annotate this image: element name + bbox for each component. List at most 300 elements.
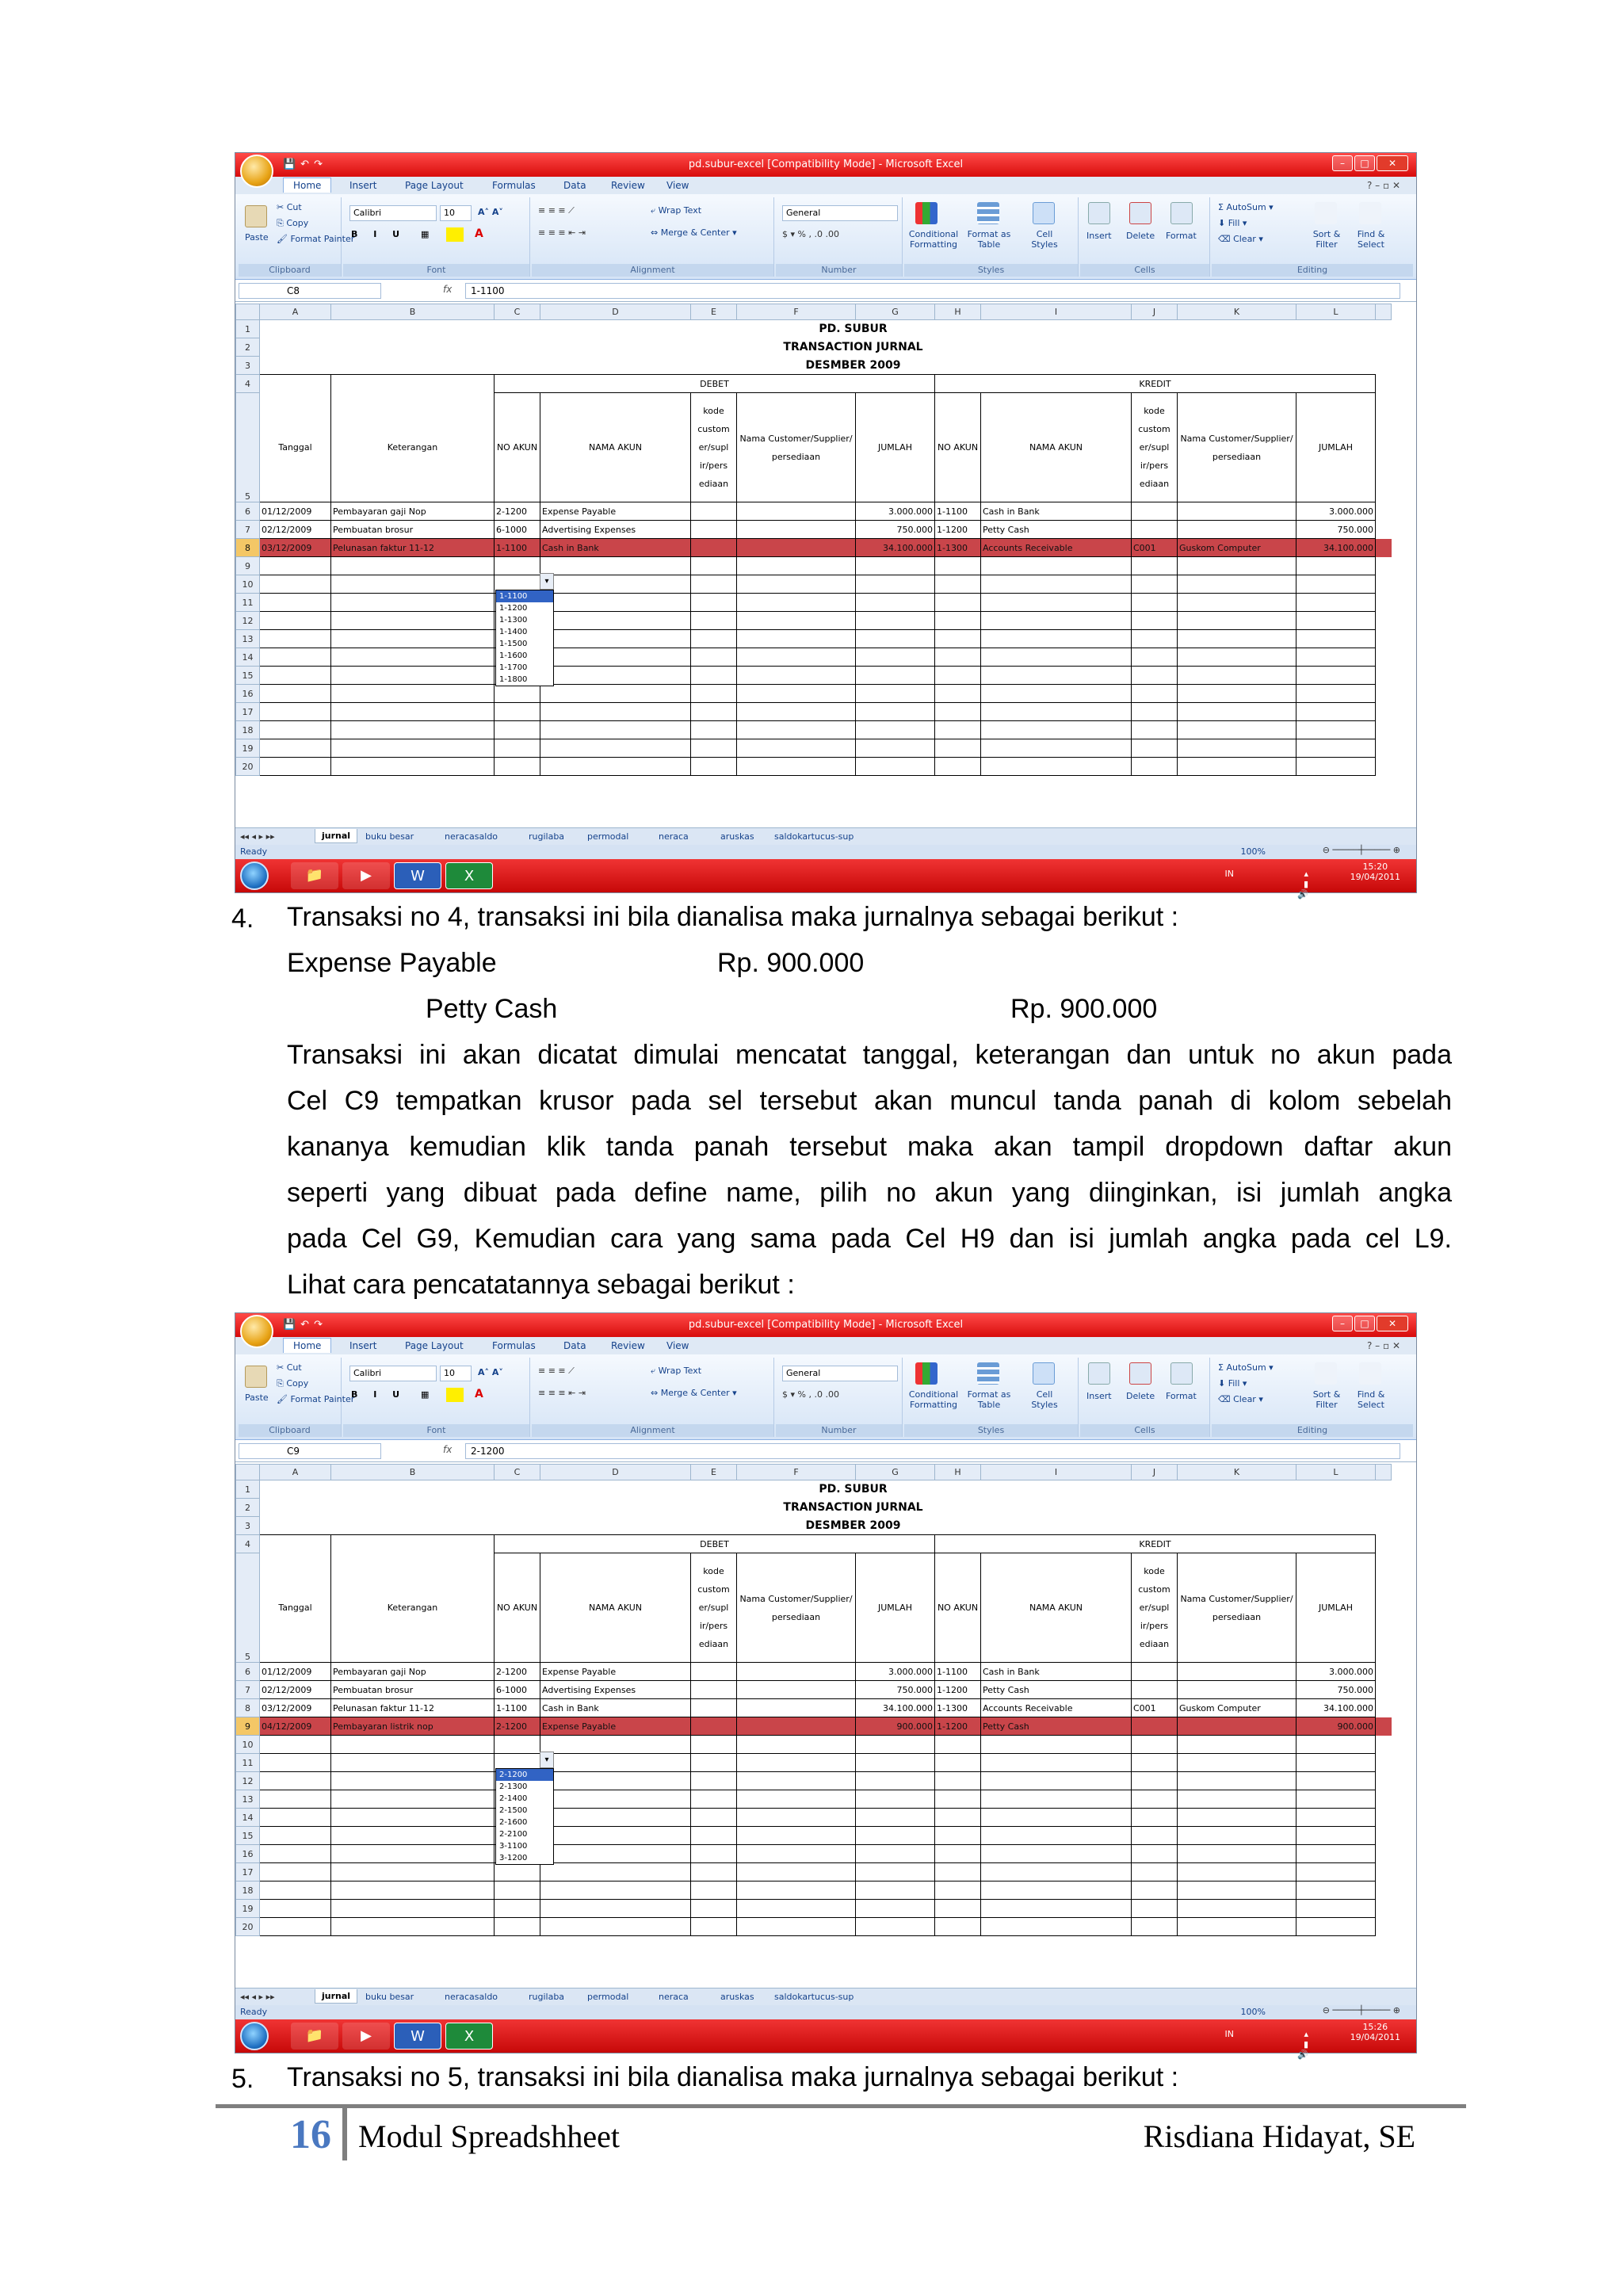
format-button[interactable]: Format bbox=[1166, 1391, 1197, 1401]
select-all[interactable] bbox=[236, 304, 260, 320]
fill-color-icon[interactable] bbox=[446, 227, 464, 242]
row-header[interactable]: 2 bbox=[236, 338, 260, 357]
row-header[interactable]: 13 bbox=[236, 1790, 260, 1809]
empty-cell[interactable] bbox=[260, 1863, 331, 1881]
format-button[interactable]: Format bbox=[1166, 231, 1197, 241]
row-header[interactable]: 9 bbox=[236, 1717, 260, 1736]
column-header[interactable]: E bbox=[691, 1465, 737, 1480]
column-header[interactable]: F bbox=[737, 304, 856, 320]
sheet-nav-icon[interactable]: ◂◂ ◂ ▸ ▸▸ bbox=[240, 1992, 275, 2002]
excel-icon[interactable]: X bbox=[445, 862, 493, 889]
fill-button[interactable]: ⬇ Fill ▾ bbox=[1218, 218, 1247, 228]
empty-cell[interactable] bbox=[1132, 1881, 1178, 1900]
dropdown-option[interactable]: 1-1200 bbox=[499, 604, 528, 613]
empty-cell[interactable] bbox=[1132, 557, 1178, 575]
language-indicator[interactable]: IN bbox=[1224, 869, 1234, 879]
empty-cell[interactable] bbox=[540, 1863, 691, 1881]
empty-cell[interactable] bbox=[540, 1827, 691, 1845]
empty-cell[interactable] bbox=[540, 1736, 691, 1754]
select-all[interactable] bbox=[236, 1465, 260, 1480]
language-indicator[interactable]: IN bbox=[1224, 2029, 1234, 2039]
empty-cell[interactable] bbox=[1178, 721, 1296, 739]
row-header[interactable]: 15 bbox=[236, 667, 260, 685]
empty-cell[interactable] bbox=[935, 575, 981, 594]
empty-cell[interactable] bbox=[1178, 612, 1296, 630]
empty-cell[interactable] bbox=[691, 557, 737, 575]
tab-formulas[interactable]: Formulas bbox=[492, 180, 536, 191]
bold-italic-underline[interactable]: B I U bbox=[351, 229, 407, 239]
empty-cell[interactable] bbox=[540, 721, 691, 739]
empty-cell[interactable] bbox=[495, 685, 540, 703]
empty-cell[interactable] bbox=[856, 1881, 935, 1900]
empty-cell[interactable] bbox=[935, 594, 981, 612]
help-icon[interactable]: ? – ▫ ✕ bbox=[1367, 180, 1400, 191]
delete-button[interactable]: Delete bbox=[1126, 1391, 1155, 1401]
empty-cell[interactable] bbox=[737, 685, 856, 703]
name-box[interactable]: C9 bbox=[239, 1443, 381, 1459]
conditional-formatting-button[interactable]: Conditional Formatting bbox=[908, 1389, 959, 1410]
cell-nama_d[interactable]: Expense Payable bbox=[540, 502, 691, 521]
cell-cust_k[interactable]: Guskom Computer bbox=[1178, 1699, 1296, 1717]
cell-jml_d[interactable]: 34.100.000 bbox=[856, 1699, 935, 1717]
empty-cell[interactable] bbox=[856, 667, 935, 685]
empty-cell[interactable] bbox=[856, 612, 935, 630]
empty-cell[interactable] bbox=[737, 739, 856, 758]
empty-cell[interactable] bbox=[331, 594, 495, 612]
empty-cell[interactable] bbox=[1296, 739, 1376, 758]
cell-tgl[interactable]: 04/12/2009 bbox=[260, 1717, 331, 1736]
tab-insert[interactable]: Insert bbox=[349, 180, 377, 191]
empty-cell[interactable] bbox=[331, 667, 495, 685]
cut-button[interactable]: ✂ Cut bbox=[277, 1362, 302, 1373]
empty-cell[interactable] bbox=[260, 575, 331, 594]
empty-cell[interactable] bbox=[540, 1772, 691, 1790]
cell-cust_d[interactable] bbox=[737, 1717, 856, 1736]
column-header[interactable]: H bbox=[935, 1465, 981, 1480]
sheet-tab-jurnal[interactable]: jurnal bbox=[315, 1989, 357, 2004]
paste-button[interactable]: Paste bbox=[245, 232, 269, 243]
sheet-nav-icon[interactable]: ◂◂ ◂ ▸ ▸▸ bbox=[240, 831, 275, 842]
cell-kode_d[interactable] bbox=[691, 539, 737, 557]
cell-no_d[interactable]: 6-1000 bbox=[495, 1681, 540, 1699]
empty-cell[interactable] bbox=[856, 1900, 935, 1918]
column-header[interactable]: A bbox=[260, 304, 331, 320]
empty-cell[interactable] bbox=[495, 721, 540, 739]
row-header[interactable]: 17 bbox=[236, 703, 260, 721]
cell-nama_k[interactable]: Petty Cash bbox=[981, 521, 1132, 539]
align-left-icon[interactable]: ≡ ≡ ≡ ⇤ ⇥ bbox=[538, 227, 586, 238]
empty-cell[interactable] bbox=[1178, 1809, 1296, 1827]
sheet-tab-permodal[interactable]: permodal bbox=[587, 831, 629, 842]
empty-cell[interactable] bbox=[260, 1918, 331, 1936]
empty-cell[interactable] bbox=[1178, 1881, 1296, 1900]
empty-cell[interactable] bbox=[691, 1790, 737, 1809]
tab-insert[interactable]: Insert bbox=[349, 1340, 377, 1351]
empty-cell[interactable] bbox=[935, 1918, 981, 1936]
dropdown-option[interactable]: 1-1800 bbox=[499, 675, 528, 684]
format-table-icon[interactable] bbox=[977, 1362, 999, 1385]
row-header[interactable]: 10 bbox=[236, 1736, 260, 1754]
cell-no_d[interactable]: 2-1200 bbox=[495, 1663, 540, 1681]
explorer-folder-icon[interactable]: 📁 bbox=[291, 2023, 338, 2050]
quick-access-toolbar[interactable]: 💾↶↷ bbox=[283, 159, 327, 170]
empty-cell[interactable] bbox=[935, 1754, 981, 1772]
empty-cell[interactable] bbox=[540, 1918, 691, 1936]
sheet-tab-neraca[interactable]: neraca bbox=[659, 1992, 689, 2002]
empty-cell[interactable] bbox=[1178, 739, 1296, 758]
cell-nama_d[interactable]: Advertising Expenses bbox=[540, 521, 691, 539]
empty-cell[interactable] bbox=[1132, 703, 1178, 721]
font-size-box[interactable]: 10 bbox=[440, 1366, 472, 1381]
empty-cell[interactable] bbox=[1132, 575, 1178, 594]
cell-kode_d[interactable] bbox=[691, 1699, 737, 1717]
delete-cells-icon[interactable] bbox=[1129, 1362, 1151, 1385]
empty-cell[interactable] bbox=[935, 1863, 981, 1881]
empty-cell[interactable] bbox=[1296, 1827, 1376, 1845]
sheet-tab-buku besar[interactable]: buku besar bbox=[365, 1992, 414, 2002]
cell-cust_d[interactable] bbox=[737, 1681, 856, 1699]
empty-cell[interactable] bbox=[540, 1845, 691, 1863]
cell-cust_d[interactable] bbox=[737, 502, 856, 521]
cell-ket[interactable]: Pembuatan brosur bbox=[331, 1681, 495, 1699]
format-table-icon[interactable] bbox=[977, 202, 999, 224]
dropdown-arrow-icon[interactable]: ▾ bbox=[540, 573, 554, 590]
empty-cell[interactable] bbox=[1296, 630, 1376, 648]
maximize-icon[interactable]: □ bbox=[1354, 1316, 1375, 1331]
cell-no_d[interactable]: 1-1100 bbox=[495, 539, 540, 557]
empty-cell[interactable] bbox=[737, 1900, 856, 1918]
merge-center-button[interactable]: ⇔ Merge & Center ▾ bbox=[651, 1388, 737, 1398]
empty-cell[interactable] bbox=[856, 1827, 935, 1845]
media-player-icon[interactable]: ▶ bbox=[342, 862, 390, 889]
empty-cell[interactable] bbox=[260, 612, 331, 630]
empty-cell[interactable] bbox=[331, 1809, 495, 1827]
empty-cell[interactable] bbox=[935, 1790, 981, 1809]
empty-cell[interactable] bbox=[540, 739, 691, 758]
empty-cell[interactable] bbox=[935, 557, 981, 575]
empty-cell[interactable] bbox=[1132, 648, 1178, 667]
cell-nama_k[interactable]: Cash in Bank bbox=[981, 502, 1132, 521]
empty-cell[interactable] bbox=[1296, 1918, 1376, 1936]
empty-cell[interactable] bbox=[1178, 1918, 1296, 1936]
row-header[interactable]: 19 bbox=[236, 1900, 260, 1918]
cell-cust_k[interactable] bbox=[1178, 1717, 1296, 1736]
empty-cell[interactable] bbox=[981, 1845, 1132, 1863]
empty-cell[interactable] bbox=[1178, 1790, 1296, 1809]
row-header[interactable]: 7 bbox=[236, 521, 260, 539]
column-header[interactable]: G bbox=[856, 1465, 935, 1480]
empty-cell[interactable] bbox=[737, 1809, 856, 1827]
empty-cell[interactable] bbox=[856, 1918, 935, 1936]
cell-jml_k[interactable]: 900.000 bbox=[1296, 1717, 1376, 1736]
format-as-table-button[interactable]: Format as Table bbox=[967, 229, 1011, 250]
empty-cell[interactable] bbox=[331, 685, 495, 703]
empty-cell[interactable] bbox=[495, 1881, 540, 1900]
row-header[interactable]: 11 bbox=[236, 594, 260, 612]
row-header[interactable]: 14 bbox=[236, 648, 260, 667]
wrap-text-button[interactable]: ⤶ Wrap Text bbox=[651, 1366, 702, 1376]
sheet-tab-permodal[interactable]: permodal bbox=[587, 1992, 629, 2002]
empty-cell[interactable] bbox=[540, 1754, 691, 1772]
cell-kode_k[interactable]: C001 bbox=[1132, 1699, 1178, 1717]
empty-cell[interactable] bbox=[691, 630, 737, 648]
empty-cell[interactable] bbox=[1132, 1863, 1178, 1881]
media-player-icon[interactable]: ▶ bbox=[342, 2023, 390, 2050]
empty-cell[interactable] bbox=[260, 685, 331, 703]
empty-cell[interactable] bbox=[1178, 1827, 1296, 1845]
empty-cell[interactable] bbox=[856, 1809, 935, 1827]
cell-nama_d[interactable]: Expense Payable bbox=[540, 1717, 691, 1736]
cell-nama_d[interactable]: Cash in Bank bbox=[540, 539, 691, 557]
row-header[interactable]: 14 bbox=[236, 1809, 260, 1827]
empty-cell[interactable] bbox=[737, 1918, 856, 1936]
cell-no_d[interactable]: 2-1200 bbox=[495, 1717, 540, 1736]
dropdown-arrow-icon[interactable]: ▾ bbox=[540, 1752, 554, 1768]
zoom-slider[interactable]: ⊖ ─────┼───── ⊕ bbox=[1322, 2005, 1400, 2015]
column-header[interactable]: E bbox=[691, 304, 737, 320]
empty-cell[interactable] bbox=[1132, 721, 1178, 739]
cell-cust_k[interactable] bbox=[1178, 1663, 1296, 1681]
empty-cell[interactable] bbox=[981, 1809, 1132, 1827]
empty-cell[interactable] bbox=[856, 1790, 935, 1809]
row-header[interactable]: 18 bbox=[236, 721, 260, 739]
empty-cell[interactable] bbox=[331, 758, 495, 776]
empty-cell[interactable] bbox=[1178, 703, 1296, 721]
row-header[interactable]: 3 bbox=[236, 357, 260, 375]
tab-review[interactable]: Review bbox=[611, 180, 645, 191]
empty-cell[interactable] bbox=[691, 685, 737, 703]
empty-cell[interactable] bbox=[935, 1827, 981, 1845]
dropdown-option[interactable]: 1-1300 bbox=[499, 616, 528, 625]
delete-button[interactable]: Delete bbox=[1126, 231, 1155, 241]
worksheet[interactable] bbox=[235, 1464, 1392, 1936]
cell-styles-icon[interactable] bbox=[1033, 202, 1055, 224]
empty-cell[interactable] bbox=[260, 594, 331, 612]
empty-cell[interactable] bbox=[691, 1881, 737, 1900]
clear-button[interactable]: ⌫ Clear ▾ bbox=[1218, 234, 1263, 244]
empty-cell[interactable] bbox=[1178, 1863, 1296, 1881]
windows-start-icon[interactable] bbox=[240, 861, 269, 890]
empty-cell[interactable] bbox=[1132, 1845, 1178, 1863]
cell-kode_d[interactable] bbox=[691, 502, 737, 521]
empty-cell[interactable] bbox=[981, 630, 1132, 648]
empty-cell[interactable] bbox=[856, 1772, 935, 1790]
empty-cell[interactable] bbox=[540, 612, 691, 630]
empty-cell[interactable] bbox=[1178, 1736, 1296, 1754]
format-cells-icon[interactable] bbox=[1170, 202, 1193, 224]
empty-cell[interactable] bbox=[737, 1881, 856, 1900]
sort-filter-icon[interactable] bbox=[1315, 1362, 1337, 1385]
fx-icon[interactable]: fx bbox=[443, 1444, 453, 1455]
empty-cell[interactable] bbox=[1296, 1845, 1376, 1863]
empty-cell[interactable] bbox=[1132, 1790, 1178, 1809]
empty-cell[interactable] bbox=[737, 1754, 856, 1772]
paste-button[interactable]: Paste bbox=[245, 1392, 269, 1403]
empty-cell[interactable] bbox=[540, 630, 691, 648]
empty-cell[interactable] bbox=[935, 758, 981, 776]
row-header[interactable]: 8 bbox=[236, 1699, 260, 1717]
empty-cell[interactable] bbox=[1296, 1900, 1376, 1918]
empty-cell[interactable] bbox=[1132, 612, 1178, 630]
cell-no_k[interactable]: 1-1300 bbox=[935, 1699, 981, 1717]
tab-home[interactable]: Home bbox=[283, 1338, 331, 1353]
dropdown-option[interactable]: 2-1600 bbox=[499, 1818, 528, 1827]
font-name-box[interactable]: Calibri bbox=[349, 205, 437, 221]
empty-cell[interactable] bbox=[540, 703, 691, 721]
empty-cell[interactable] bbox=[331, 1772, 495, 1790]
row-header[interactable]: 16 bbox=[236, 685, 260, 703]
empty-cell[interactable] bbox=[1296, 1736, 1376, 1754]
empty-cell[interactable] bbox=[935, 703, 981, 721]
empty-cell[interactable] bbox=[691, 1809, 737, 1827]
empty-cell[interactable] bbox=[691, 1754, 737, 1772]
cell-jml_k[interactable]: 750.000 bbox=[1296, 1681, 1376, 1699]
row-header[interactable]: 16 bbox=[236, 1845, 260, 1863]
empty-cell[interactable] bbox=[981, 557, 1132, 575]
empty-cell[interactable] bbox=[260, 1827, 331, 1845]
empty-cell[interactable] bbox=[540, 685, 691, 703]
cell-nama_k[interactable]: Cash in Bank bbox=[981, 1663, 1132, 1681]
dropdown-option[interactable]: 3-1200 bbox=[499, 1854, 528, 1862]
empty-cell[interactable] bbox=[691, 1900, 737, 1918]
formula-input[interactable]: 2-1200 bbox=[465, 1443, 1400, 1459]
cell-kode_k[interactable]: C001 bbox=[1132, 539, 1178, 557]
empty-cell[interactable] bbox=[1132, 1900, 1178, 1918]
cell-jml_k[interactable]: 3.000.000 bbox=[1296, 1663, 1376, 1681]
cell-no_k[interactable]: 1-1300 bbox=[935, 539, 981, 557]
cell-cust_k[interactable] bbox=[1178, 1681, 1296, 1699]
empty-cell[interactable] bbox=[331, 575, 495, 594]
empty-cell[interactable] bbox=[737, 667, 856, 685]
cell-jml_d[interactable]: 750.000 bbox=[856, 1681, 935, 1699]
cell-nama_d[interactable]: Expense Payable bbox=[540, 1663, 691, 1681]
empty-cell[interactable] bbox=[540, 1790, 691, 1809]
column-header[interactable]: K bbox=[1178, 304, 1296, 320]
cell-tgl[interactable]: 01/12/2009 bbox=[260, 1663, 331, 1681]
cell-kode_d[interactable] bbox=[691, 1681, 737, 1699]
cell-no_k[interactable]: 1-1200 bbox=[935, 1681, 981, 1699]
empty-cell[interactable] bbox=[856, 685, 935, 703]
clear-button[interactable]: ⌫ Clear ▾ bbox=[1218, 1394, 1263, 1404]
cell-kode_k[interactable] bbox=[1132, 502, 1178, 521]
column-header[interactable]: J bbox=[1132, 1465, 1178, 1480]
fx-icon[interactable]: fx bbox=[443, 284, 453, 295]
empty-cell[interactable] bbox=[495, 557, 540, 575]
empty-cell[interactable] bbox=[935, 630, 981, 648]
minimize-icon[interactable]: – bbox=[1332, 155, 1353, 171]
empty-cell[interactable] bbox=[935, 1772, 981, 1790]
autosum-button[interactable]: Σ AutoSum ▾ bbox=[1218, 202, 1274, 212]
cell-no_d[interactable]: 2-1200 bbox=[495, 502, 540, 521]
align-left-icon[interactable]: ≡ ≡ ≡ ⇤ ⇥ bbox=[538, 1388, 586, 1398]
empty-cell[interactable] bbox=[691, 739, 737, 758]
cell-no_k[interactable]: 1-1100 bbox=[935, 502, 981, 521]
row-header[interactable]: 1 bbox=[236, 1480, 260, 1499]
empty-cell[interactable] bbox=[981, 758, 1132, 776]
cell-jml_k[interactable]: 34.100.000 bbox=[1296, 1699, 1376, 1717]
font-size-box[interactable]: 10 bbox=[440, 205, 472, 221]
column-header[interactable]: B bbox=[331, 1465, 495, 1480]
tab-data[interactable]: Data bbox=[563, 180, 586, 191]
find-select-button[interactable]: Find & Select bbox=[1357, 229, 1385, 250]
cell-nama_d[interactable]: Advertising Expenses bbox=[540, 1681, 691, 1699]
empty-cell[interactable] bbox=[540, 1881, 691, 1900]
cell-no_d[interactable]: 1-1100 bbox=[495, 1699, 540, 1717]
account-dropdown-list[interactable] bbox=[495, 1768, 554, 1865]
column-header[interactable]: D bbox=[540, 304, 691, 320]
number-format-box[interactable]: General bbox=[782, 1366, 898, 1381]
empty-cell[interactable] bbox=[691, 1845, 737, 1863]
format-cells-icon[interactable] bbox=[1170, 1362, 1193, 1385]
paste-icon[interactable] bbox=[245, 1366, 267, 1388]
empty-cell[interactable] bbox=[1178, 1772, 1296, 1790]
dropdown-option[interactable]: 2-1300 bbox=[499, 1782, 528, 1791]
empty-cell[interactable] bbox=[1132, 685, 1178, 703]
office-button[interactable] bbox=[240, 155, 273, 188]
cell-kode_k[interactable] bbox=[1132, 521, 1178, 539]
account-dropdown-list[interactable] bbox=[495, 590, 554, 686]
empty-cell[interactable] bbox=[856, 594, 935, 612]
empty-cell[interactable] bbox=[260, 703, 331, 721]
empty-cell[interactable] bbox=[1296, 703, 1376, 721]
empty-cell[interactable] bbox=[856, 1863, 935, 1881]
empty-cell[interactable] bbox=[935, 721, 981, 739]
empty-cell[interactable] bbox=[331, 1863, 495, 1881]
row-header[interactable]: 20 bbox=[236, 758, 260, 776]
empty-cell[interactable] bbox=[981, 648, 1132, 667]
row-header[interactable]: 2 bbox=[236, 1499, 260, 1517]
empty-cell[interactable] bbox=[260, 721, 331, 739]
row-header[interactable]: 20 bbox=[236, 1918, 260, 1936]
font-color-icon[interactable]: A bbox=[475, 227, 483, 240]
cell-tgl[interactable]: 03/12/2009 bbox=[260, 539, 331, 557]
empty-cell[interactable] bbox=[691, 1736, 737, 1754]
empty-cell[interactable] bbox=[691, 703, 737, 721]
currency-percent-icon[interactable]: $ ▾ % , .0 .00 bbox=[782, 1389, 839, 1400]
cell-no_k[interactable]: 1-1100 bbox=[935, 1663, 981, 1681]
tab-formulas[interactable]: Formulas bbox=[492, 1340, 536, 1351]
cell-cust_d[interactable] bbox=[737, 1699, 856, 1717]
empty-cell[interactable] bbox=[1132, 1736, 1178, 1754]
cell-styles-button[interactable]: Cell Styles bbox=[1031, 229, 1058, 250]
empty-cell[interactable] bbox=[1132, 1918, 1178, 1936]
empty-cell[interactable] bbox=[737, 1736, 856, 1754]
empty-cell[interactable] bbox=[1178, 557, 1296, 575]
empty-cell[interactable] bbox=[1296, 648, 1376, 667]
empty-cell[interactable] bbox=[1296, 594, 1376, 612]
column-header[interactable]: L bbox=[1296, 304, 1376, 320]
minimize-icon[interactable]: – bbox=[1332, 1316, 1353, 1331]
dropdown-option[interactable]: 1-1100 bbox=[496, 590, 553, 602]
conditional-formatting-icon[interactable] bbox=[915, 202, 938, 224]
windows-start-icon[interactable] bbox=[240, 2022, 269, 2050]
sheet-tab-neraca[interactable]: neraca bbox=[659, 831, 689, 842]
dropdown-option[interactable]: 1-1500 bbox=[499, 640, 528, 648]
conditional-formatting-button[interactable]: Conditional Formatting bbox=[908, 229, 959, 250]
cell-nama_k[interactable]: Accounts Receivable bbox=[981, 1699, 1132, 1717]
empty-cell[interactable] bbox=[540, 648, 691, 667]
column-header[interactable]: K bbox=[1178, 1465, 1296, 1480]
sheet-tab-aruskas[interactable]: aruskas bbox=[720, 1992, 754, 2002]
office-button[interactable] bbox=[240, 1315, 273, 1348]
empty-cell[interactable] bbox=[691, 1827, 737, 1845]
cell-ket[interactable]: Pembuatan brosur bbox=[331, 521, 495, 539]
insert-cells-icon[interactable] bbox=[1088, 202, 1110, 224]
empty-cell[interactable] bbox=[1296, 1790, 1376, 1809]
empty-cell[interactable] bbox=[981, 1754, 1132, 1772]
row-header[interactable]: 4 bbox=[236, 375, 260, 393]
fill-color-icon[interactable] bbox=[446, 1388, 464, 1402]
